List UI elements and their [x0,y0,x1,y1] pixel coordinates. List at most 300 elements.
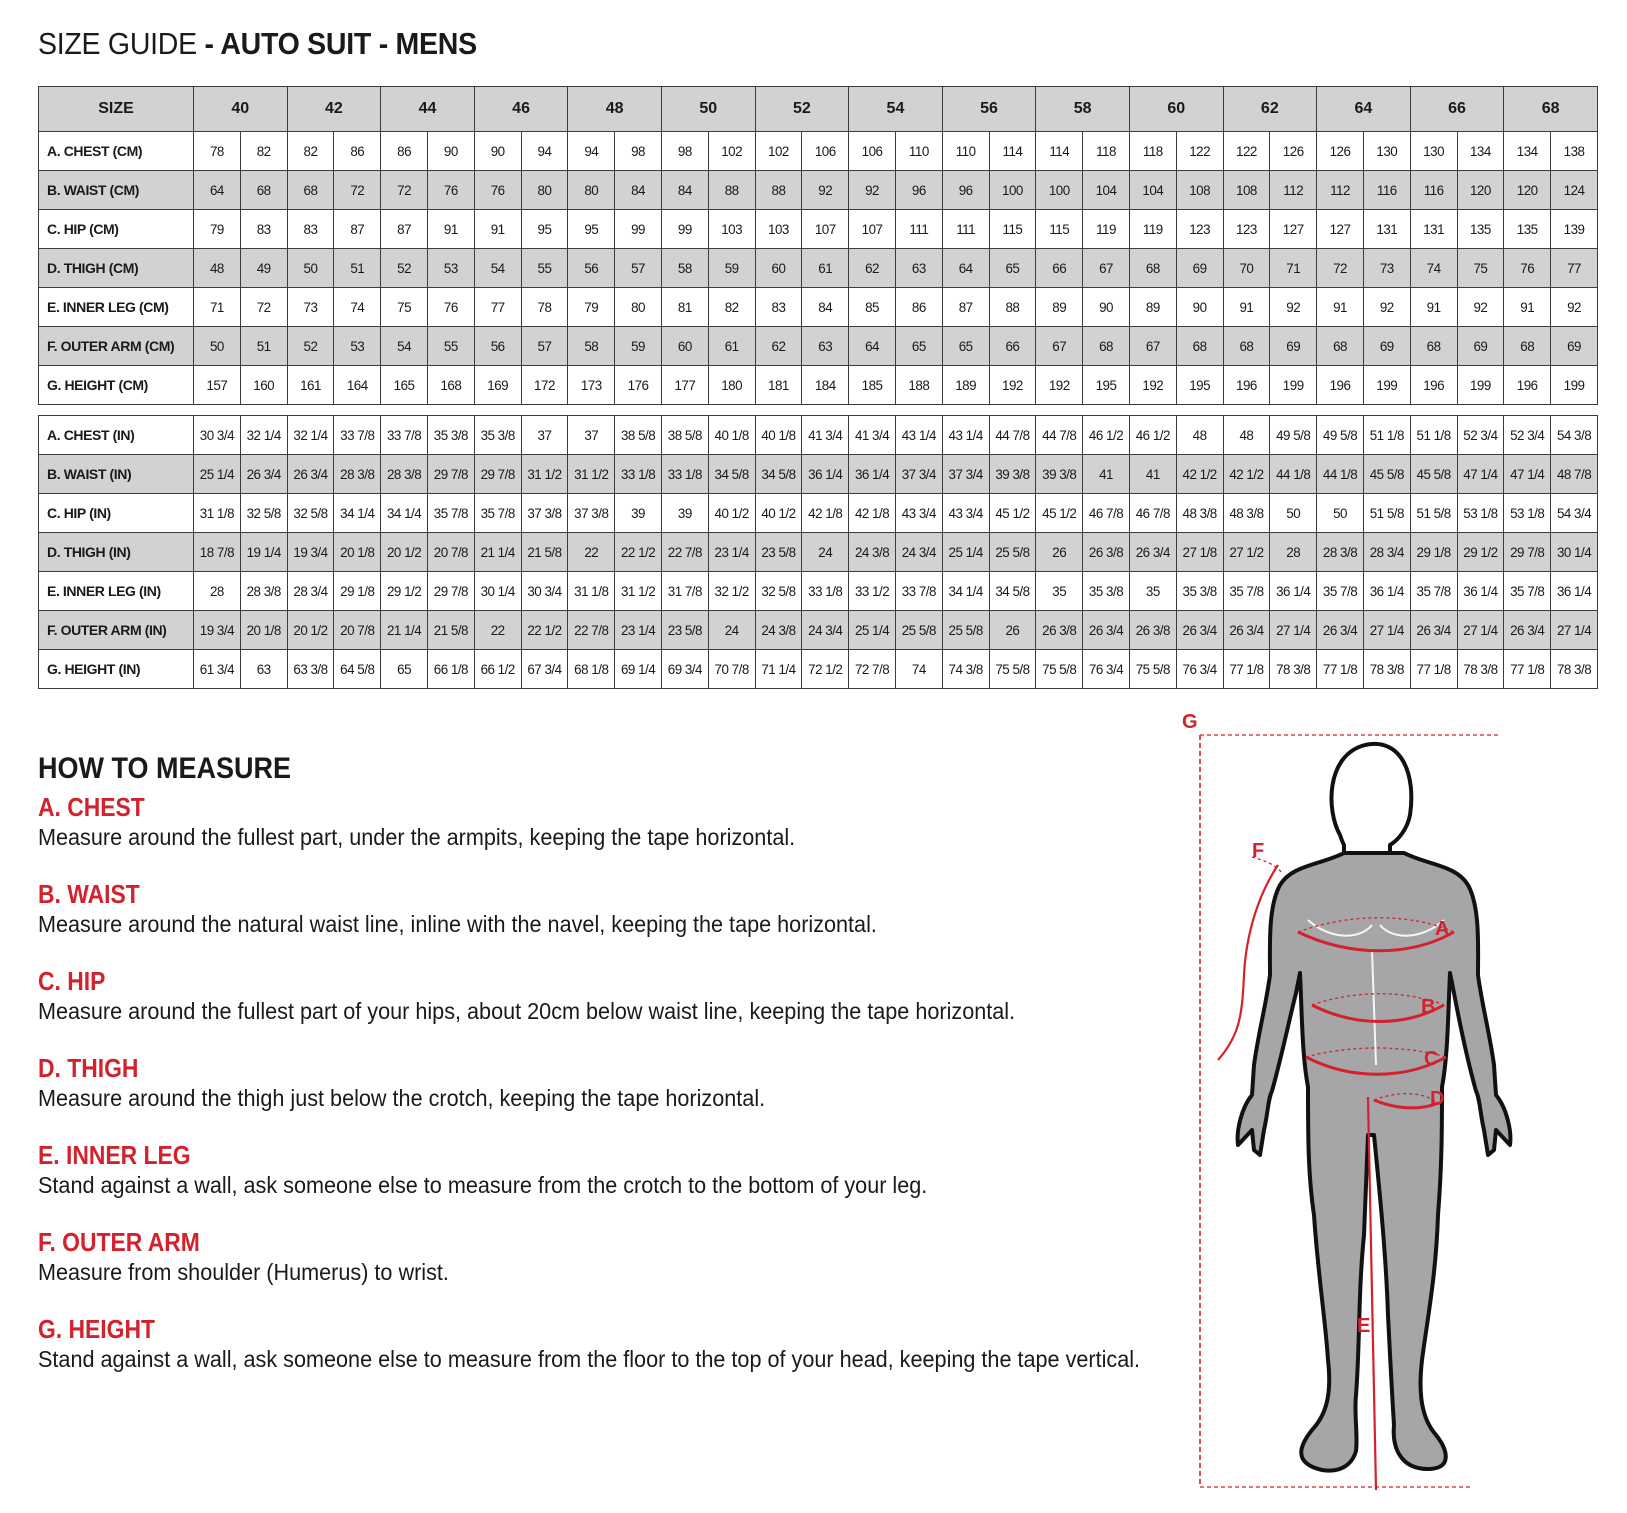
row-label: F. OUTER ARM (IN) [39,611,194,650]
title-bold: - AUTO SUIT - MENS [204,26,477,61]
table-cell: 91 [427,210,474,249]
table-cell: 33 1/8 [615,455,662,494]
table-cell: 173 [568,366,615,405]
table-cell: 127 [1317,210,1364,249]
table-cell: 50 [194,327,241,366]
size-header-cell: 52 [755,87,849,132]
table-cell: 180 [708,366,755,405]
measure-title: G. HEIGHT [38,1314,155,1344]
table-cell: 68 [240,171,287,210]
table-cell: 68 [1176,327,1223,366]
table-cell: 35 7/8 [474,494,521,533]
table-cell: 52 3/4 [1457,416,1504,455]
how-to-measure-heading: HOW TO MEASURE [38,752,292,785]
table-cell: 104 [1083,171,1130,210]
table-cell: 82 [708,288,755,327]
table-cell: 74 [334,288,381,327]
table-cell: 62 [849,249,896,288]
table-cell: 26 3/8 [1083,533,1130,572]
table-cell: 86 [334,132,381,171]
table-cell: 78 3/8 [1363,650,1410,689]
table-cell: 55 [521,249,568,288]
table-cell: 29 7/8 [427,572,474,611]
table-cell: 92 [1551,288,1598,327]
table-cell: 35 [1036,572,1083,611]
table-cell: 69 [1270,327,1317,366]
table-cell: 48 3/8 [1176,494,1223,533]
table-cell: 82 [240,132,287,171]
table-cell: 35 3/8 [1083,572,1130,611]
table-cell: 115 [1036,210,1083,249]
table-cell: 91 [1410,288,1457,327]
table-cell: 110 [895,132,942,171]
table-row [39,288,1598,327]
table-cell: 24 3/4 [895,533,942,572]
table-cell: 54 3/4 [1551,494,1598,533]
measure-item [38,879,1218,939]
table-cell: 184 [802,366,849,405]
table-cell: 71 [1270,249,1317,288]
row-label: B. WAIST (IN) [39,455,194,494]
table-cell: 32 5/8 [240,494,287,533]
table-cell: 59 [615,327,662,366]
table-cell: 35 [1129,572,1176,611]
table-cell: 72 [1317,249,1364,288]
table-row [39,455,1598,494]
table-cell: 34 1/4 [334,494,381,533]
table-cell: 73 [1363,249,1410,288]
table-cell: 72 [240,288,287,327]
row-label: F. OUTER ARM (CM) [39,327,194,366]
table-cell: 108 [1176,171,1223,210]
table-cell: 44 1/8 [1317,455,1364,494]
table-cell: 30 3/4 [521,572,568,611]
table-cell: 77 1/8 [1317,650,1364,689]
table-cell: 37 [568,416,615,455]
table-cell: 92 [1363,288,1410,327]
measure-description: Stand against a wall, ask someone else to measure from the floor to the top of your head, keeping the tape vertical. [38,1346,1141,1372]
table-cell: 106 [849,132,896,171]
table-row [39,572,1598,611]
label-e: E [1357,1315,1371,1337]
table-cell: 65 [989,249,1036,288]
table-cell: 64 [194,171,241,210]
table-cell: 21 1/4 [474,533,521,572]
table-cell: 135 [1504,210,1551,249]
table-cell: 25 1/4 [194,455,241,494]
table-cell: 102 [708,132,755,171]
table-cell: 45 1/2 [989,494,1036,533]
table-cell: 90 [1176,288,1223,327]
table-cell: 27 1/8 [1176,533,1223,572]
measure-description: Stand against a wall, ask someone else to measure from the crotch to the bottom of your leg. [38,1172,928,1198]
table-cell: 88 [755,171,802,210]
table-cell: 75 [381,288,428,327]
size-header-cell: 58 [1036,87,1130,132]
size-header-cell: 44 [381,87,475,132]
table-cell: 107 [849,210,896,249]
table-cell: 39 3/8 [1036,455,1083,494]
measure-description: Measure around the fullest part, under the armpits, keeping the tape horizontal. [38,824,796,850]
table-cell: 37 3/4 [942,455,989,494]
measure-title: F. OUTER ARM [38,1227,200,1257]
table-cell: 199 [1457,366,1504,405]
table-cell: 69 [1363,327,1410,366]
table-cell: 112 [1317,171,1364,210]
table-cell: 87 [334,210,381,249]
table-row [39,132,1598,171]
table-cell: 36 1/4 [802,455,849,494]
table-cell: 64 [942,249,989,288]
table-row [39,249,1598,288]
size-header-cell: 48 [568,87,662,132]
table-cell: 90 [1083,288,1130,327]
table-cell: 53 [334,327,381,366]
table-cell: 62 [755,327,802,366]
table-cell: 106 [802,132,849,171]
row-label: A. CHEST (CM) [39,132,194,171]
table-cell: 43 1/4 [895,416,942,455]
table-cell: 24 [802,533,849,572]
table-cell: 38 5/8 [615,416,662,455]
table-cell: 79 [568,288,615,327]
table-cell: 196 [1223,366,1270,405]
size-header-row [39,87,1598,132]
table-cell: 32 5/8 [287,494,334,533]
table-cell: 41 [1083,455,1130,494]
table-cell: 96 [895,171,942,210]
table-cell: 64 5/8 [334,650,381,689]
table-cell: 63 3/8 [287,650,334,689]
table-cell: 25 5/8 [989,533,1036,572]
body-measurement-figure [1182,711,1590,1500]
table-cell: 67 [1129,327,1176,366]
table-cell: 76 3/4 [1083,650,1130,689]
table-cell: 26 3/4 [1083,611,1130,650]
table-cell: 107 [802,210,849,249]
table-cell: 102 [755,132,802,171]
table-cell: 57 [615,249,662,288]
table-cell: 75 5/8 [989,650,1036,689]
table-cell: 63 [802,327,849,366]
table-cell: 39 [661,494,708,533]
table-cell: 69 3/4 [661,650,708,689]
table-cell: 120 [1457,171,1504,210]
measure-title: D. THIGH [38,1053,139,1083]
table-cell: 67 [1036,327,1083,366]
table-cell: 192 [1129,366,1176,405]
table-cell: 66 1/8 [427,650,474,689]
table-cell: 126 [1270,132,1317,171]
table-cell: 19 3/4 [194,611,241,650]
table-cell: 22 7/8 [568,611,615,650]
table-cell: 138 [1551,132,1598,171]
table-cell: 100 [1036,171,1083,210]
table-cell: 28 3/8 [381,455,428,494]
table-cell: 83 [287,210,334,249]
table-cell: 19 3/4 [287,533,334,572]
table-cell: 31 7/8 [661,572,708,611]
table-cell: 92 [1457,288,1504,327]
table-cell: 46 1/2 [1083,416,1130,455]
table-cell: 108 [1223,171,1270,210]
table-cell: 44 7/8 [989,416,1036,455]
table-spacer-row [39,405,1598,416]
table-cell: 66 1/2 [474,650,521,689]
table-cell: 31 1/2 [615,572,662,611]
table-cell: 22 [474,611,521,650]
table-cell: 75 5/8 [1129,650,1176,689]
table-cell: 72 7/8 [849,650,896,689]
table-row [39,366,1598,405]
table-cell: 56 [474,327,521,366]
table-cell: 26 3/8 [1129,611,1176,650]
table-cell: 38 5/8 [661,416,708,455]
table-row [39,416,1598,455]
table-cell: 22 1/2 [615,533,662,572]
table-cell: 48 [1223,416,1270,455]
table-cell: 36 1/4 [1457,572,1504,611]
table-cell: 26 3/4 [287,455,334,494]
table-cell: 185 [849,366,896,405]
table-cell: 46 1/2 [1129,416,1176,455]
table-cell: 192 [1036,366,1083,405]
table-cell: 65 [942,327,989,366]
table-cell: 32 1/4 [287,416,334,455]
table-cell: 81 [661,288,708,327]
table-cell: 35 7/8 [427,494,474,533]
table-cell: 196 [1504,366,1551,405]
table-cell: 176 [615,366,662,405]
table-cell: 25 5/8 [942,611,989,650]
size-header-cell: 40 [194,87,288,132]
table-cell: 26 [989,611,1036,650]
table-cell: 123 [1176,210,1223,249]
label-d: D [1430,1088,1445,1110]
table-cell: 96 [942,171,989,210]
table-cell: 40 1/8 [755,416,802,455]
table-cell: 53 1/8 [1504,494,1551,533]
table-cell: 43 3/4 [895,494,942,533]
table-cell: 83 [755,288,802,327]
table-cell: 26 3/8 [1036,611,1083,650]
table-cell: 20 1/2 [287,611,334,650]
table-cell: 164 [334,366,381,405]
row-label: D. THIGH (IN) [39,533,194,572]
table-cell: 161 [287,366,334,405]
size-header-label: SIZE [39,87,194,132]
table-cell: 39 3/8 [989,455,1036,494]
table-cell: 77 1/8 [1504,650,1551,689]
table-cell: 78 3/8 [1551,650,1598,689]
table-cell: 28 3/4 [1363,533,1410,572]
table-cell: 172 [521,366,568,405]
table-cell: 29 7/8 [427,455,474,494]
table-row [39,327,1598,366]
table-cell: 28 [1270,533,1317,572]
table-cell: 94 [521,132,568,171]
table-cell: 25 1/4 [849,611,896,650]
row-label: E. INNER LEG (CM) [39,288,194,327]
table-cell: 130 [1410,132,1457,171]
table-cell: 28 3/4 [287,572,334,611]
table-cell: 34 5/8 [755,455,802,494]
table-cell: 40 1/2 [755,494,802,533]
table-cell: 56 [568,249,615,288]
table-cell: 90 [427,132,474,171]
table-cell: 68 [287,171,334,210]
table-cell: 30 1/4 [1551,533,1598,572]
title-light: SIZE GUIDE [38,26,197,61]
table-cell: 80 [568,171,615,210]
table-cell: 24 [708,611,755,650]
table-cell: 26 3/4 [1317,611,1364,650]
table-cell: 195 [1176,366,1223,405]
table-cell: 33 1/2 [849,572,896,611]
measure-title: C. HIP [38,966,106,996]
table-cell: 84 [615,171,662,210]
row-label: D. THIGH (CM) [39,249,194,288]
table-cell: 165 [381,366,428,405]
table-cell: 35 3/8 [474,416,521,455]
table-cell: 26 3/4 [1410,611,1457,650]
table-cell: 76 [427,288,474,327]
table-cell: 67 [1083,249,1130,288]
table-cell: 20 1/8 [334,533,381,572]
table-cell: 36 1/4 [1270,572,1317,611]
table-cell: 23 5/8 [755,533,802,572]
table-cell: 77 [474,288,521,327]
table-cell: 74 3/8 [942,650,989,689]
table-cell: 23 5/8 [661,611,708,650]
table-cell: 80 [615,288,662,327]
table-cell: 139 [1551,210,1598,249]
size-header-cell: 46 [474,87,568,132]
table-cell: 52 3/4 [1504,416,1551,455]
size-header-cell: 54 [849,87,943,132]
table-cell: 39 [615,494,662,533]
size-header-cell: 60 [1129,87,1223,132]
table-cell: 30 3/4 [194,416,241,455]
table-cell: 118 [1083,132,1130,171]
table-cell: 59 [708,249,755,288]
table-cell: 60 [661,327,708,366]
table-cell: 48 [194,249,241,288]
table-cell: 61 [708,327,755,366]
table-cell: 75 5/8 [1036,650,1083,689]
table-cell: 33 7/8 [334,416,381,455]
table-cell: 52 [381,249,428,288]
measure-description: Measure around the natural waist line, inline with the navel, keeping the tape horizontal. [38,911,877,937]
table-cell: 24 3/8 [849,533,896,572]
table-cell: 36 1/4 [1363,572,1410,611]
table-cell: 22 1/2 [521,611,568,650]
row-label: E. INNER LEG (IN) [39,572,194,611]
table-cell: 27 1/2 [1223,533,1270,572]
table-cell: 192 [989,366,1036,405]
table-cell: 47 1/4 [1504,455,1551,494]
table-cell: 49 [240,249,287,288]
table-cell: 188 [895,366,942,405]
label-f: F [1252,840,1265,862]
table-cell: 54 [474,249,521,288]
measure-item [38,1140,1218,1200]
measure-title: E. INNER LEG [38,1140,191,1170]
table-cell: 130 [1363,132,1410,171]
table-cell: 92 [1270,288,1317,327]
measure-description: Measure around the thigh just below the crotch, keeping the tape horizontal. [38,1085,766,1111]
table-cell: 71 1/4 [755,650,802,689]
table-cell: 82 [287,132,334,171]
table-cell: 134 [1457,132,1504,171]
label-b: B [1421,996,1436,1018]
table-cell: 29 1/8 [1410,533,1457,572]
measure-item [38,1227,1218,1287]
table-cell: 78 [521,288,568,327]
table-cell: 51 1/8 [1410,416,1457,455]
table-row [39,494,1598,533]
table-cell: 87 [942,288,989,327]
table-cell: 50 [287,249,334,288]
table-cell: 41 [1129,455,1176,494]
table-cell: 94 [568,132,615,171]
table-cell: 60 [755,249,802,288]
measure-item [38,1053,1218,1113]
table-cell: 91 [1504,288,1551,327]
table-cell: 199 [1270,366,1317,405]
table-cell: 29 1/2 [381,572,428,611]
table-cell: 127 [1270,210,1317,249]
table-cell: 26 [1036,533,1083,572]
table-cell: 24 3/8 [755,611,802,650]
label-a: A [1435,918,1450,940]
table-cell: 104 [1129,171,1176,210]
table-cell: 69 [1176,249,1223,288]
table-cell: 111 [942,210,989,249]
table-cell: 91 [474,210,521,249]
table-cell: 78 3/8 [1457,650,1504,689]
table-cell: 53 1/8 [1457,494,1504,533]
table-cell: 65 [381,650,428,689]
table-cell: 37 3/4 [895,455,942,494]
measure-description: Measure from shoulder (Humerus) to wrist. [38,1259,449,1285]
table-cell: 35 7/8 [1504,572,1551,611]
table-cell: 23 1/4 [615,611,662,650]
table-cell: 135 [1457,210,1504,249]
measure-item [38,1314,1218,1374]
table-cell: 26 3/4 [1223,611,1270,650]
table-cell: 29 7/8 [1504,533,1551,572]
table-cell: 42 1/2 [1223,455,1270,494]
table-cell: 33 7/8 [381,416,428,455]
table-cell: 68 [1223,327,1270,366]
table-cell: 34 1/4 [942,572,989,611]
table-cell: 48 [1176,416,1223,455]
table-cell: 131 [1410,210,1457,249]
table-cell: 73 [287,288,334,327]
table-cell: 19 1/4 [240,533,287,572]
size-table [38,86,1598,689]
table-cell: 54 [381,327,428,366]
table-cell: 92 [802,171,849,210]
table-cell: 42 1/2 [1176,455,1223,494]
table-cell: 41 3/4 [849,416,896,455]
table-cell: 89 [1036,288,1083,327]
table-cell: 47 1/4 [1457,455,1504,494]
table-cell: 77 [1551,249,1598,288]
table-cell: 26 3/4 [1176,611,1223,650]
table-cell: 84 [802,288,849,327]
